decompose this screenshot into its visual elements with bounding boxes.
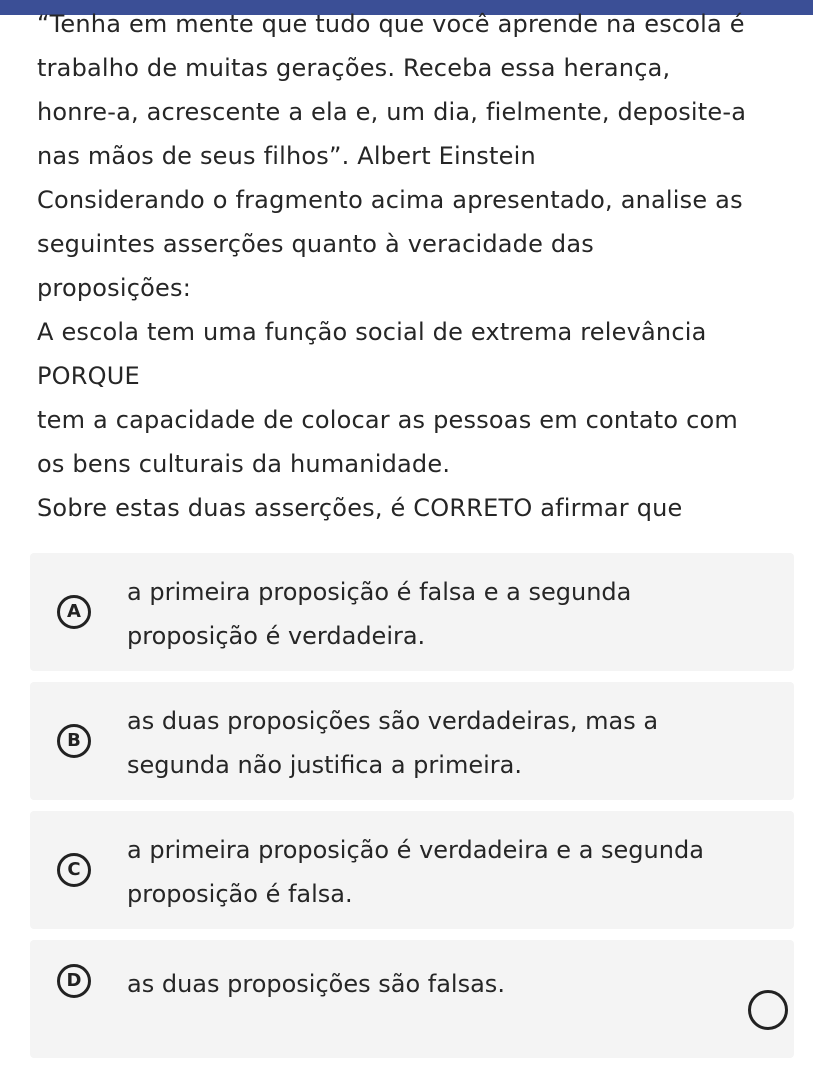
option-c-letter-badge: C bbox=[57, 853, 91, 887]
question-line: “Tenha em mente que tudo que você aprende na escola é bbox=[37, 10, 745, 38]
question-line: seguintes asserções quanto à veracidade das bbox=[37, 230, 594, 258]
option-b-line2: segunda não justifica a primeira. bbox=[127, 751, 522, 779]
option-b-line1: as duas proposições são verdadeiras, mas a bbox=[127, 707, 659, 735]
partial-circle-button[interactable] bbox=[748, 990, 788, 1030]
option-b-letter-badge: B bbox=[57, 724, 91, 758]
option-c-line2: proposição é falsa. bbox=[127, 880, 353, 908]
question-line: trabalho de muitas gerações. Receba essa herança, bbox=[37, 54, 671, 82]
question-text bbox=[37, 2, 797, 530]
question-line: proposições: bbox=[37, 274, 191, 302]
option-b-text bbox=[127, 699, 767, 787]
question-line: PORQUE bbox=[37, 362, 140, 390]
option-d-text bbox=[127, 962, 767, 1006]
option-d-line1: as duas proposições são falsas. bbox=[127, 970, 505, 998]
option-c-text bbox=[127, 828, 767, 916]
option-a[interactable] bbox=[30, 553, 794, 671]
option-a-letter-badge: A bbox=[57, 595, 91, 629]
option-c-line1: a primeira proposição é verdadeira e a segunda bbox=[127, 836, 704, 864]
question-line: tem a capacidade de colocar as pessoas em contato com bbox=[37, 406, 738, 434]
option-d-letter-badge: D bbox=[57, 964, 91, 998]
question-line: os bens culturais da humanidade. bbox=[37, 450, 451, 478]
question-line: honre-a, acrescente a ela e, um dia, fielmente, deposite-a bbox=[37, 98, 747, 126]
question-line: nas mãos de seus filhos”. Albert Einstein bbox=[37, 142, 536, 170]
question-line: A escola tem uma função social de extrema relevância bbox=[37, 318, 707, 346]
option-b[interactable] bbox=[30, 682, 794, 800]
option-a-line1: a primeira proposição é falsa e a segunda bbox=[127, 578, 632, 606]
option-a-line2: proposição é verdadeira. bbox=[127, 622, 426, 650]
option-c[interactable] bbox=[30, 811, 794, 929]
answer-options bbox=[30, 553, 794, 1069]
question-line: Sobre estas duas asserções, é CORRETO afirmar que bbox=[37, 494, 683, 522]
option-a-text bbox=[127, 570, 767, 658]
question-line: Considerando o fragmento acima apresentado, analise as bbox=[37, 186, 743, 214]
option-d[interactable] bbox=[30, 940, 794, 1058]
